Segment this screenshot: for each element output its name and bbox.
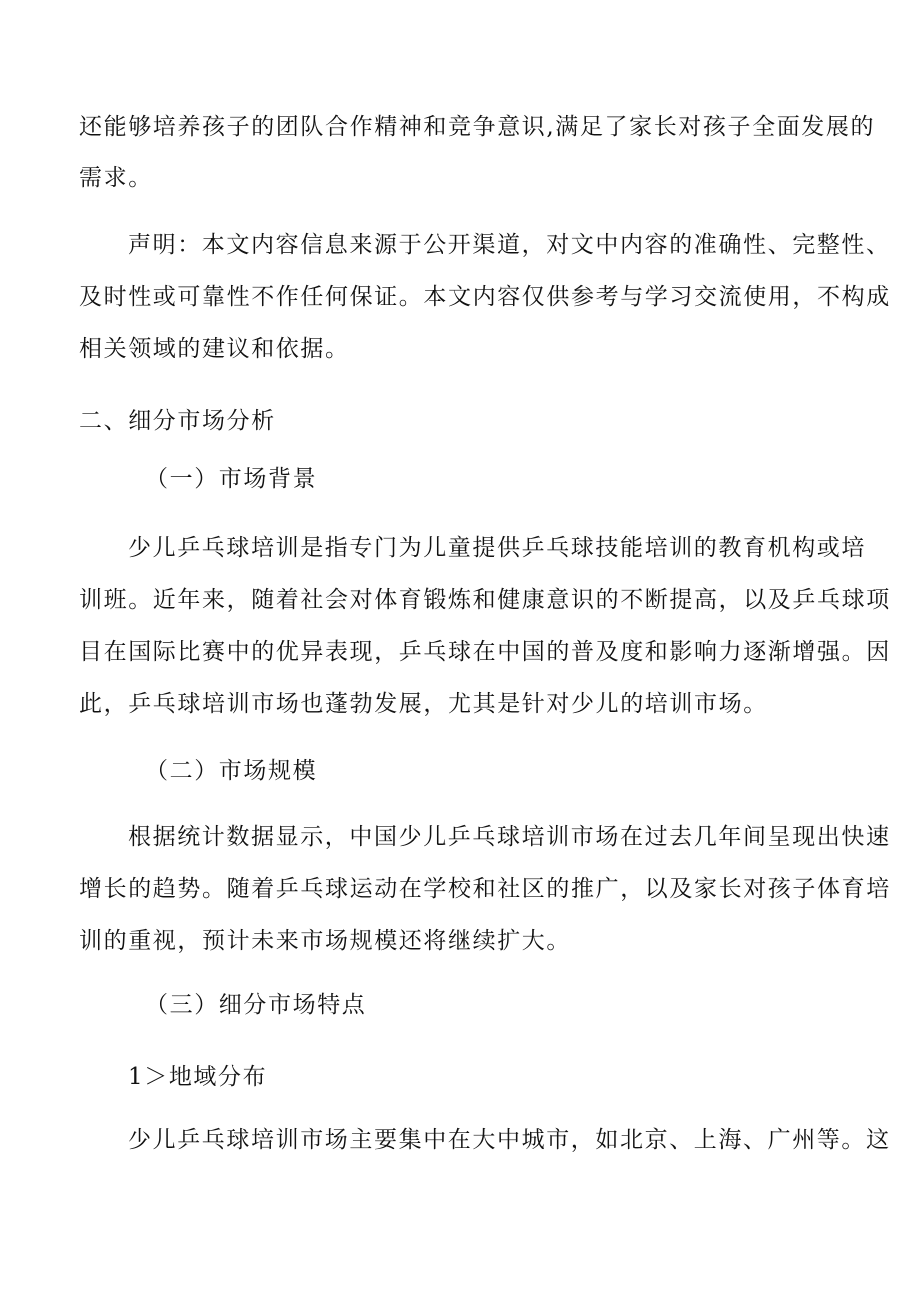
body-text-line: 此，乒乓球培训市场也蓬勃发展，尤其是针对少儿的培训市场。 bbox=[79, 691, 768, 717]
section-heading: 二、细分市场分析 bbox=[79, 408, 276, 434]
body-text-line: 少儿乒乓球培训市场主要集中在大中城市，如北京、上海、广州等。这 bbox=[128, 1127, 891, 1153]
item-heading: 1＞地域分布 bbox=[128, 1064, 268, 1090]
body-text-line: 训的重视，预计未来市场规模还将继续扩大。 bbox=[79, 928, 571, 954]
body-text-line: 还能够培养孩子的团队合作精神和竞争意识,满足了家长对孩子全面发展的 bbox=[79, 114, 876, 140]
subsection-heading: （二）市场规模 bbox=[145, 758, 318, 784]
subsection-heading: （三）细分市场特点 bbox=[145, 992, 367, 1018]
subsection-heading: （一）市场背景 bbox=[145, 466, 318, 492]
disclaimer-line: 及时性或可靠性不作任何保证。本文内容仅供参考与学习交流使用，不构成 bbox=[79, 284, 891, 310]
body-text-line: 根据统计数据显示，中国少儿乒乓球培训市场在过去几年间呈现出快速 bbox=[128, 824, 891, 850]
body-text-line: 增长的趋势。随着乒乓球运动在学校和社区的推广，以及家长对孩子体育培 bbox=[79, 876, 891, 902]
body-text-line: 需求。 bbox=[79, 165, 153, 191]
body-text-line: 少儿乒乓球培训是指专门为儿童提供乒乓球技能培训的教育机构或培 bbox=[128, 535, 866, 561]
disclaimer-line: 相关领域的建议和依据。 bbox=[79, 336, 350, 362]
body-text-line: 目在国际比赛中的优异表现，乒乓球在中国的普及度和影响力逐渐增强。因 bbox=[79, 639, 891, 665]
body-text-line: 训班。近年来，随着社会对体育锻炼和健康意识的不断提高，以及乒乓球项 bbox=[79, 587, 891, 613]
disclaimer-line: 声明：本文内容信息来源于公开渠道，对文中内容的准确性、完整性、 bbox=[128, 232, 891, 258]
